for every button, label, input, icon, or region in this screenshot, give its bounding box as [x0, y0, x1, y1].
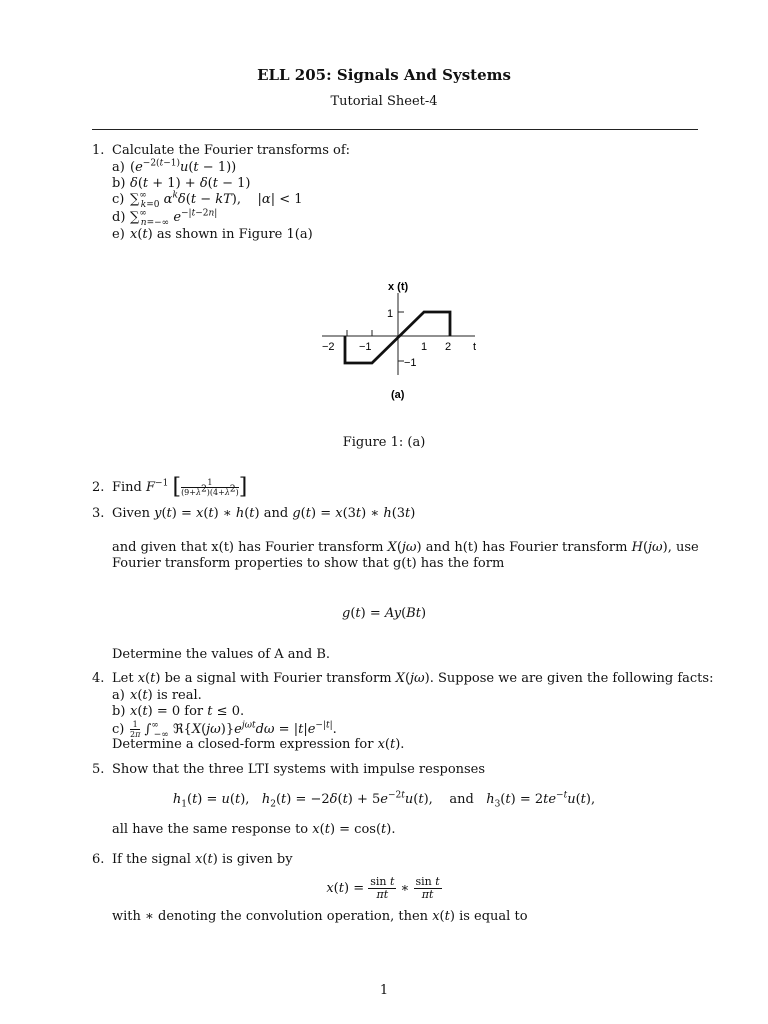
x-tick-label-1: 1 — [421, 341, 428, 353]
q1-item-d: d) $\sum^\infty_{n=-\infty}$ $e^{-|t-2n|}$ — [112, 208, 218, 228]
x-tick-label-m2: −2 — [322, 341, 335, 353]
y-tick-label-m1: −1 — [404, 357, 417, 369]
q4-item-c: c) $\frac{1}{2\pi}$ $\int^\infty_{-\infty}$ $ℜ\{X(j\omega)\}e^{j\omega t}d\omega = |t|e^{-|t|}$. — [112, 720, 337, 740]
q1-item-e: e) x(t) as shown in Figure 1(a) — [112, 227, 313, 242]
q1-item-b: b) δ(t + 1) + δ(t − 1) — [112, 176, 251, 191]
q3-determine: Determine the values of A and B. — [112, 647, 331, 662]
figure-1-signal-plot — [300, 275, 500, 410]
q5-equation: $h_1(t) = u(t)$, $h_2(t) = -2\delta(t) + 5e^{-2t}u(t)$, and $h_3(t) = 2te^{-t}u(t)$, — [172, 790, 596, 810]
panel-label: (a) — [391, 389, 405, 401]
header-rule — [92, 129, 698, 130]
q1-item-c: c) $\sum^\infty_{k=0}$ $\alpha^k\delta(t - kT)$, |α| < 1 — [112, 190, 303, 210]
q4-item-a: a) x(t) is real. — [112, 688, 202, 703]
x-tick-label-2: 2 — [445, 341, 452, 353]
x-axis-label: t — [473, 341, 477, 353]
q5-after: all have the same response to x(t) = cos(t). — [112, 822, 396, 837]
document-subtitle: Tutorial Sheet-4 — [330, 94, 438, 109]
y-axis-label: x (t) — [388, 281, 409, 293]
q2: 2. Find $F^{-1}$ [ $\frac{1}{(9+\lambda^2)(4+\lambda^2)}$ ] — [92, 474, 248, 500]
x-tick-label-m1: −1 — [359, 341, 372, 353]
q1-heading: 1. Calculate the Fourier transforms of: — [92, 143, 351, 158]
q1-item-a: a) $(e^{-2(t-1)}u(t - 1))$ — [112, 158, 237, 175]
q4-item-b: b) x(t) = 0 for t ≤ 0. — [112, 704, 245, 719]
q4-determine: Determine a closed-form expression for x(t). — [112, 737, 405, 752]
figure-caption: Figure 1: (a) — [342, 435, 426, 450]
q3-equation: g(t) = Ay(Bt) — [341, 606, 427, 621]
q6-heading: 6. If the signal x(t) is given by — [92, 852, 293, 867]
document-title: ELL 205: Signals And Systems — [257, 66, 511, 84]
q3-heading: 3. Given y(t) = x(t) ∗ h(t) and g(t) = x(3t) ∗ h(3t) — [92, 506, 416, 521]
q3-paragraph-line1: and given that x(t) has Fourier transform X(jω) and h(t) has Fourier transform H(jω), use — [112, 540, 699, 555]
q6-with: with ∗ denoting the convolution operation, then x(t) is equal to — [112, 909, 528, 924]
page-number: 1 — [379, 983, 389, 998]
q3-paragraph-line2: Fourier transform properties to show that g(t) has the form — [112, 556, 505, 571]
q5-heading: 5. Show that the three LTI systems with impulse responses — [92, 762, 486, 777]
q6-equation: x(t) = $\frac{\text{sin t}}{\pi t}$ ∗ $\frac{\text{sin t}}{\pi t}$ — [326, 875, 440, 901]
q4-heading: 4. Let x(t) be a signal with Fourier transform X(jω). Suppose we are given the following facts: — [92, 671, 714, 686]
y-tick-label-1: 1 — [387, 308, 394, 320]
